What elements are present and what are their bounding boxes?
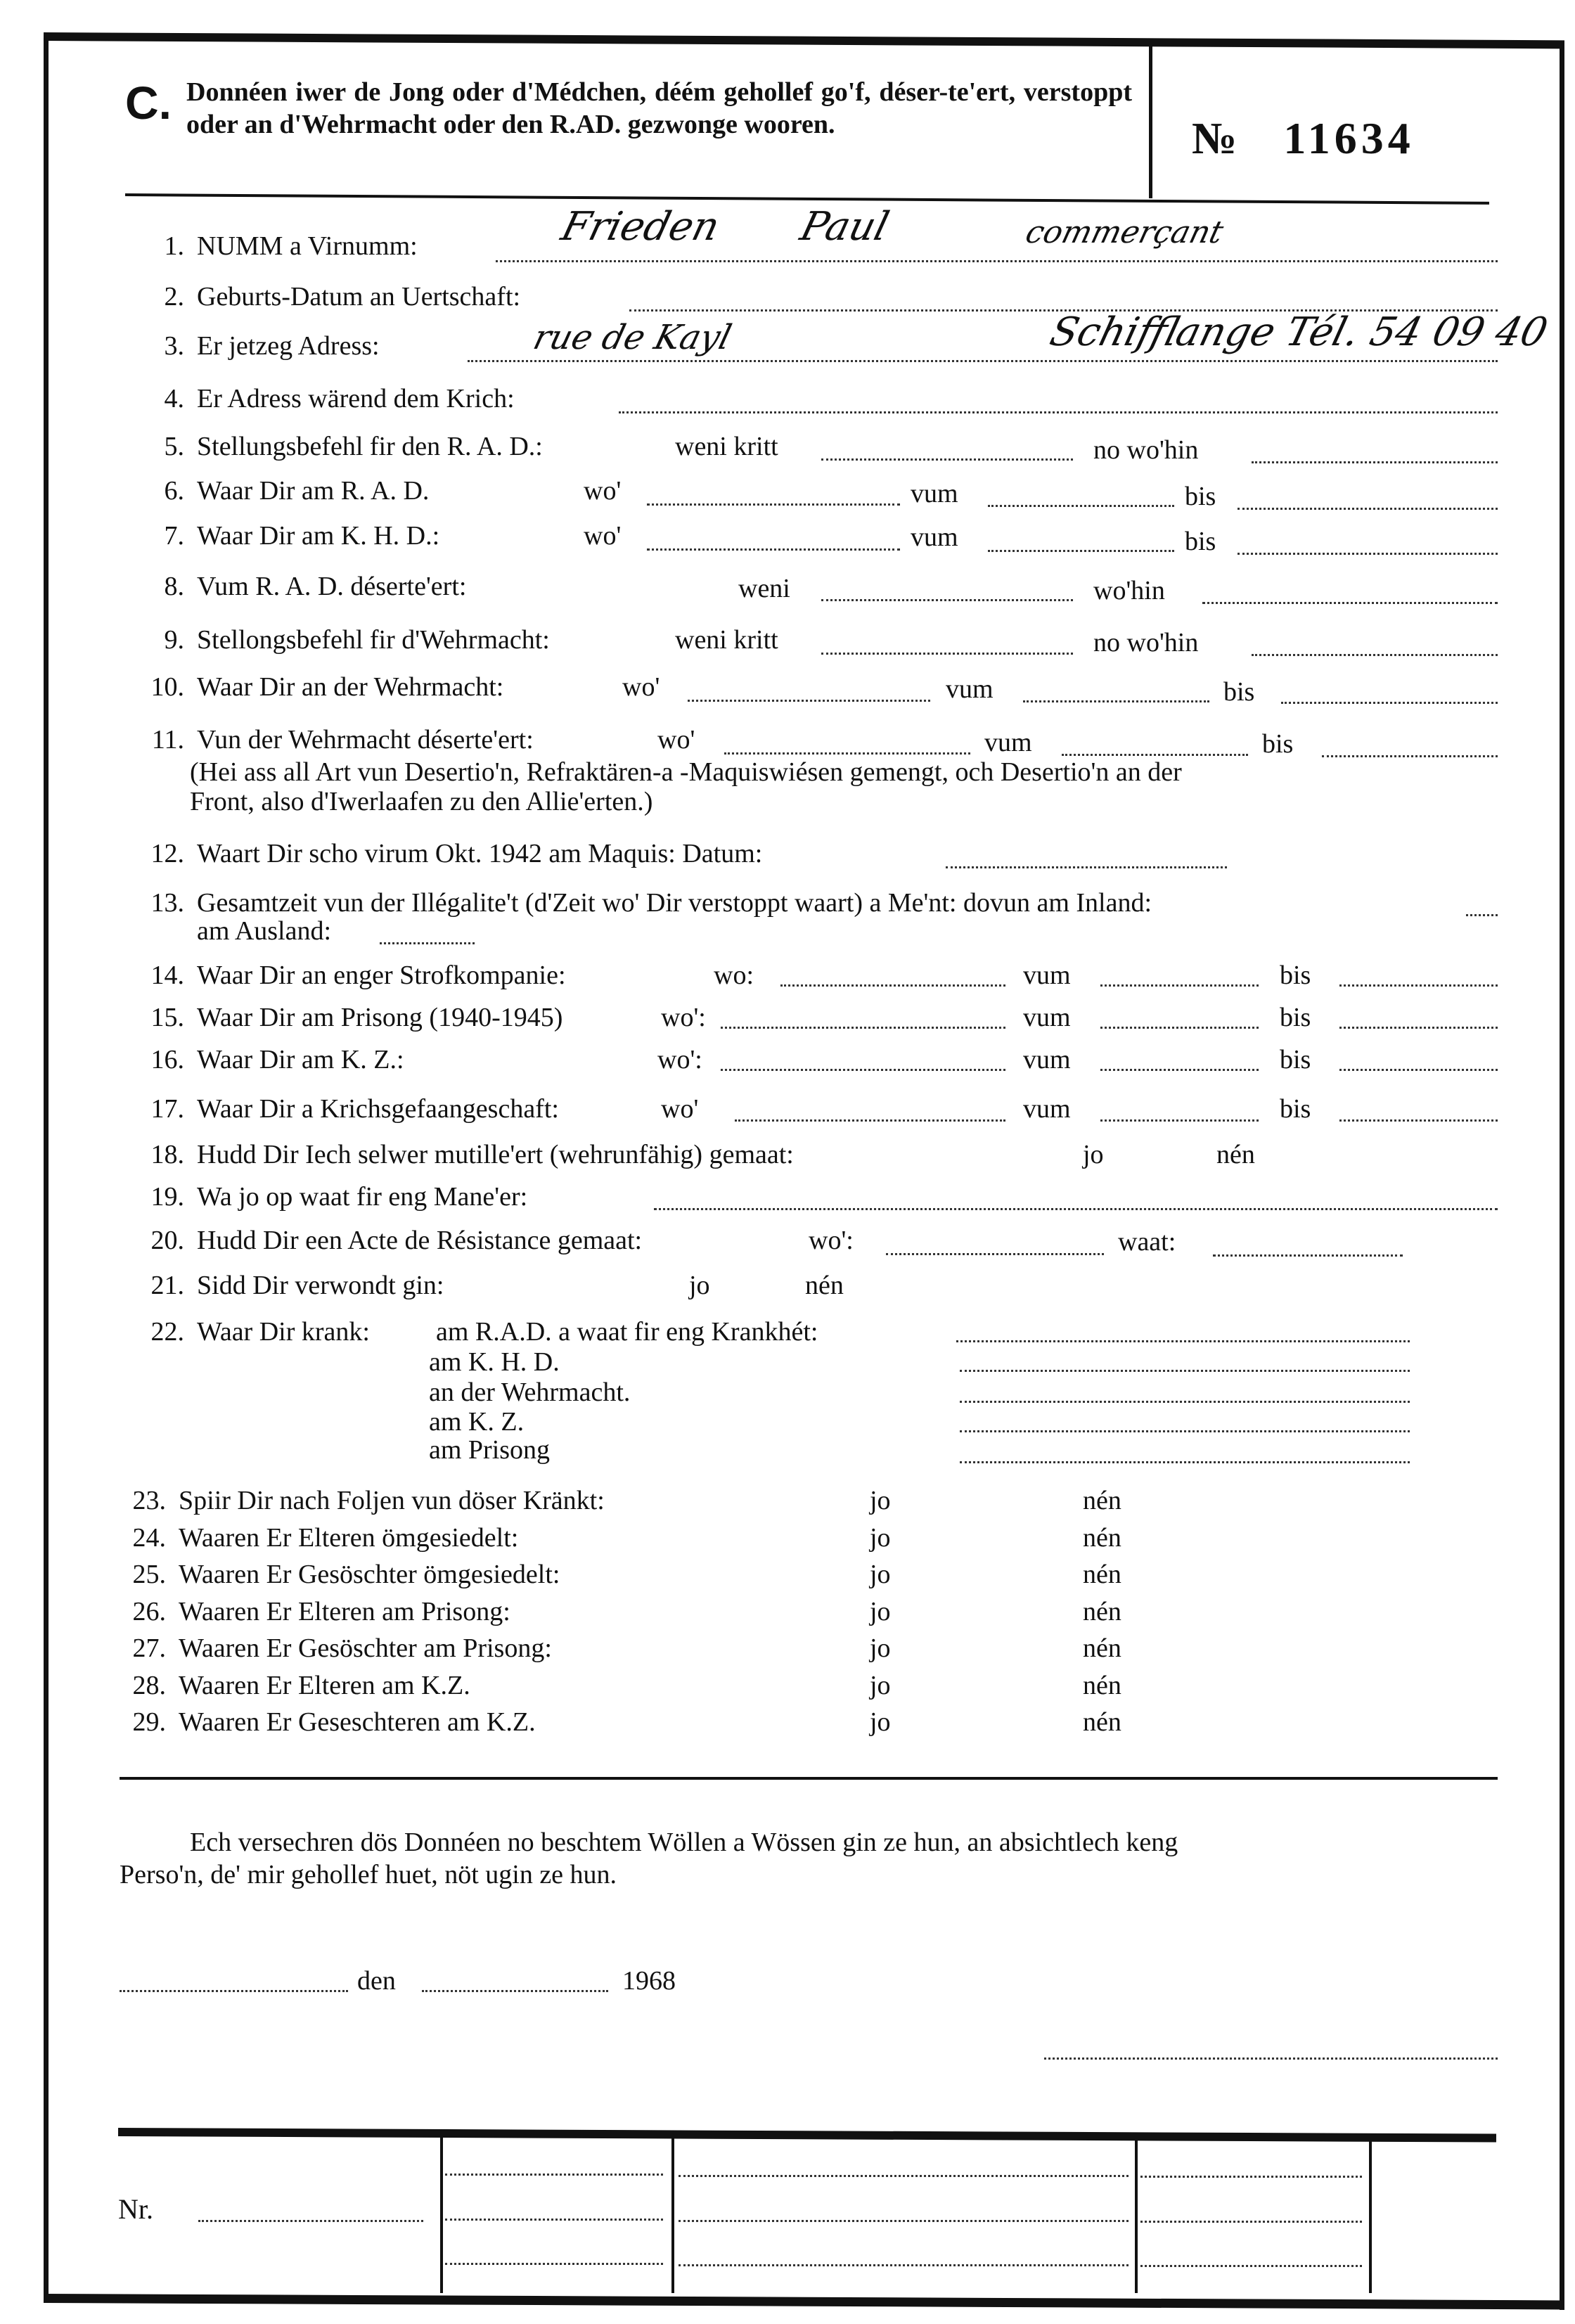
option-nen[interactable]: nén	[1083, 1597, 1121, 1626]
section-divider	[120, 1777, 1498, 1780]
question-label: Spiir Dir nach Foljen vun döser Kränkt:	[179, 1486, 605, 1515]
registry-cell-2-3[interactable]	[679, 2264, 1129, 2266]
field-7-where-input[interactable]	[647, 548, 900, 551]
question-label: Waaren Er Gesöschter am Prisong:	[179, 1633, 552, 1663]
label-vum: vum	[984, 728, 1032, 757]
frame-top-border	[44, 32, 1564, 49]
field-15-from-input[interactable]	[1100, 1027, 1259, 1029]
field-14-to-input[interactable]	[1339, 984, 1498, 987]
option-jo[interactable]: jo	[689, 1271, 710, 1300]
option-jo[interactable]: jo	[870, 1633, 891, 1663]
field-17-from-input[interactable]	[1100, 1119, 1259, 1122]
sick-khd-label: am K. H. D.	[429, 1347, 560, 1377]
field-4-input[interactable]	[619, 411, 1498, 413]
option-jo[interactable]: jo	[1083, 1140, 1104, 1169]
field-21-wounded: 21. Sidd Dir verwondt gin:	[150, 1271, 444, 1300]
nr-input[interactable]	[198, 2220, 423, 2222]
yesno-question-29: 29. Waaren Er Geseschteren am K.Z.	[132, 1707, 536, 1737]
question-label: Waaren Er Elteren am Prisong:	[179, 1597, 510, 1626]
field-13-ausland-input[interactable]	[380, 942, 475, 944]
numero-sign: №	[1192, 113, 1242, 163]
field-11-where-input[interactable]	[724, 752, 970, 755]
registry-cell-3-1[interactable]	[1140, 2176, 1362, 2178]
label-vum: vum	[1023, 961, 1071, 990]
field-8-when-input[interactable]	[821, 599, 1073, 601]
registry-cell-3-2[interactable]	[1140, 2221, 1362, 2223]
field-10-to-input[interactable]	[1281, 702, 1498, 704]
option-nen[interactable]: nén	[1083, 1671, 1121, 1700]
year-label: 1968	[622, 1966, 676, 1996]
sick-prison-input[interactable]	[960, 1461, 1410, 1463]
form-title: Donnéen iwer de Jong oder d'Médchen, déém gehollef go'f, déser-te'ert, verstoppt oder an d'Wehrmacht oder den R.AD. gezwonge wooren.	[186, 77, 1132, 139]
sick-kz-input[interactable]	[960, 1430, 1410, 1432]
label-vum: vum	[911, 522, 958, 552]
field-15-to-input[interactable]	[1339, 1027, 1498, 1029]
label-vum: vum	[911, 479, 958, 508]
label-wo: wo':	[661, 1003, 706, 1032]
sick-wehrmacht-label: an der Wehrmacht.	[429, 1378, 631, 1407]
registry-table-top	[118, 2128, 1496, 2143]
yesno-question-24: 24. Waaren Er Elteren ömgesiedelt:	[132, 1523, 519, 1553]
field-7-from-input[interactable]	[988, 550, 1174, 552]
frame-bottom-border	[44, 2294, 1564, 2309]
field-1-name: 1. NUMM a Virnumm:	[164, 231, 418, 261]
label-vum: vum	[946, 674, 994, 704]
declaration-line-2: Perso'n, de' mir gehollef huet, nöt ugin ze hun.	[120, 1860, 617, 1889]
label-wo: wo':	[657, 1045, 702, 1074]
field-20-where-input[interactable]	[886, 1253, 1104, 1255]
form-number-value: 11634	[1283, 113, 1415, 163]
field-20-what-input[interactable]	[1213, 1254, 1403, 1257]
field-19-input[interactable]	[654, 1208, 1498, 1210]
option-jo[interactable]: jo	[870, 1671, 891, 1700]
option-jo[interactable]: jo	[870, 1523, 891, 1553]
label-bis: bis	[1280, 1003, 1311, 1032]
field-4-war-address: 4. Er Adress wärend dem Krich:	[164, 384, 515, 413]
yesno-question-23: 23. Spiir Dir nach Foljen vun döser Kränkt:	[132, 1486, 605, 1515]
field-14-from-input[interactable]	[1100, 984, 1259, 987]
field-11-note-line2: Front, also d'Iwerlaafen zu den Allie'erten.)	[190, 787, 653, 816]
field-9-wehrmacht-order: 9. Stellongsbefehl fir d'Wehrmacht:	[164, 625, 550, 655]
field-14-penal-company: 14. Waar Dir an enger Strofkompanie:	[150, 961, 566, 990]
label-wo: wo:	[714, 961, 754, 990]
label-wo: wo'	[584, 476, 622, 506]
field-6-to-input[interactable]	[1238, 508, 1498, 510]
question-label: Waaren Er Elteren am K.Z.	[179, 1671, 470, 1700]
declaration-line-1: Ech versechren dös Donnéen no beschtem Wöllen a Wössen gin ze hun, an absichtlech keng	[190, 1828, 1178, 1857]
field-16-to-input[interactable]	[1339, 1069, 1498, 1071]
field-10-from-input[interactable]	[1023, 700, 1209, 702]
label-wo: wo'	[657, 725, 695, 755]
field-6-rad: 6. Waar Dir am R. A. D.	[164, 476, 430, 506]
field-15-prison: 15. Waar Dir am Prisong (1940-1945)	[150, 1003, 563, 1032]
field-5-rad-order: 5. Stellungsbefehl fir den R. A. D.:	[164, 432, 543, 461]
option-nen[interactable]: nén	[805, 1271, 844, 1300]
nr-label: Nr.	[118, 2193, 153, 2225]
question-label: Waaren Er Geseschteren am K.Z.	[179, 1707, 536, 1737]
label-den: den	[357, 1966, 396, 1996]
sick-prison-label: am Prisong	[429, 1435, 551, 1465]
section-letter: C.	[125, 77, 172, 129]
field-13-illegality: 13. Gesamtzeit vun der Illégalite't (d'Zeit wo' Dir verstoppt waart) a Me'nt: dovun am Inland:	[150, 888, 1152, 918]
field-7-to-input[interactable]	[1238, 553, 1498, 555]
question-label: Waaren Er Gesöschter ömgesiedelt:	[179, 1560, 560, 1589]
field-20-resistance: 20. Hudd Dir een Acte de Résistance gemaat:	[150, 1226, 643, 1255]
field-8-rad-deserted: 8. Vum R. A. D. déserte'ert:	[164, 572, 467, 601]
handwritten-firstname: Paul	[795, 204, 894, 250]
header-rule	[125, 193, 1489, 205]
field-14-where-input[interactable]	[780, 984, 1005, 987]
option-nen[interactable]: nén	[1083, 1560, 1121, 1589]
signature-input[interactable]	[1044, 2057, 1498, 2060]
yesno-question-26: 26. Waaren Er Elteren am Prisong:	[132, 1597, 510, 1626]
field-19-manner: 19. Wa jo op waat fir eng Mane'er:	[150, 1182, 528, 1212]
option-nen[interactable]: nén	[1216, 1140, 1255, 1169]
registry-col-divider-1	[440, 2135, 443, 2293]
field-17-to-input[interactable]	[1339, 1119, 1498, 1122]
field-12-date-input[interactable]	[946, 866, 1227, 868]
label-no-wohin: no wo'hin	[1093, 435, 1199, 465]
label-vum: vum	[1023, 1045, 1071, 1074]
form-number	[1192, 113, 1415, 165]
field-16-from-input[interactable]	[1100, 1069, 1259, 1071]
field-6-from-input[interactable]	[988, 505, 1174, 507]
registry-cell-2-1[interactable]	[679, 2175, 1129, 2177]
registry-cell-1-2[interactable]	[445, 2219, 663, 2221]
sick-wehrmacht-input[interactable]	[960, 1401, 1410, 1403]
label-wo: wo'	[661, 1094, 699, 1124]
yesno-question-28: 28. Waaren Er Elteren am K.Z.	[132, 1671, 470, 1700]
registry-cell-1-3[interactable]	[445, 2263, 663, 2265]
yesno-question-25: 25. Waaren Er Gesöschter ömgesiedelt:	[132, 1560, 560, 1589]
registry-cell-1-1[interactable]	[445, 2174, 663, 2176]
label-bis: bis	[1280, 961, 1311, 990]
question-label: Waaren Er Elteren ömgesiedelt:	[179, 1523, 519, 1553]
label-no-wohin: no wo'hin	[1093, 628, 1199, 657]
registry-col-divider-2	[671, 2135, 674, 2293]
field-9-when-input[interactable]	[821, 653, 1073, 655]
handwritten-profession: commerçant	[1022, 214, 1227, 250]
handwritten-surname: Frieden	[556, 204, 724, 250]
field-10-where-input[interactable]	[688, 700, 930, 702]
place-input[interactable]	[120, 1990, 348, 1992]
field-label: NUMM a Virnumm:	[197, 231, 418, 261]
label-wo: wo'	[584, 521, 622, 551]
field-3-address: 3. Er jetzeg Adress:	[164, 331, 380, 361]
field-11-from-input[interactable]	[1062, 754, 1248, 756]
label-bis: bis	[1262, 729, 1294, 759]
field-6-where-input[interactable]	[647, 503, 900, 506]
handwritten-town: Schifflange Tél. 54 09 40	[1045, 309, 1552, 355]
option-jo[interactable]: jo	[870, 1560, 891, 1589]
field-9-where-input[interactable]	[1252, 654, 1498, 656]
handwritten-street: rue de Kayl	[529, 318, 735, 357]
field-7-khd: 7. Waar Dir am K. H. D.:	[164, 521, 440, 551]
field-12-maquis: 12. Waart Dir scho virum Okt. 1942 am Maquis: Datum:	[150, 839, 763, 868]
field-18-self-mutilation: 18. Hudd Dir Iech selwer mutille'ert (wehrunfähig) gemaat:	[150, 1140, 794, 1169]
field-17-where-input[interactable]	[735, 1119, 1005, 1122]
label-bis: bis	[1280, 1045, 1311, 1074]
label-bis: bis	[1185, 482, 1216, 511]
field-10-wehrmacht: 10. Waar Dir an der Wehrmacht:	[150, 672, 504, 702]
label-wo: wo':	[809, 1226, 854, 1255]
label-bis: bis	[1185, 527, 1216, 556]
field-15-where-input[interactable]	[721, 1027, 1005, 1029]
field-2-birth: 2. Geburts-Datum an Uertschaft:	[164, 282, 521, 312]
field-13-ausland-label: am Ausland:	[197, 916, 332, 946]
field-11-wehrmacht-deserted: 11. Vun der Wehrmacht déserte'ert:	[151, 725, 534, 755]
option-nen[interactable]: nén	[1083, 1523, 1121, 1553]
registry-cell-3-3[interactable]	[1140, 2265, 1362, 2267]
field-11-note-line1: (Hei ass all Art vun Desertio'n, Refraktären-a -Maquiswiésen gemengt, och Desertio'n an der	[190, 757, 1182, 787]
sick-khd-input[interactable]	[960, 1370, 1410, 1372]
field-16-kz: 16. Waar Dir am K. Z.:	[150, 1045, 404, 1074]
field-13-inland-input[interactable]	[1466, 914, 1498, 916]
label-vum: vum	[1023, 1094, 1071, 1124]
date-input[interactable]	[422, 1990, 608, 1992]
field-1-input[interactable]	[496, 260, 1498, 262]
yesno-question-27: 27. Waaren Er Gesöschter am Prisong:	[132, 1633, 552, 1663]
field-5-where-input[interactable]	[1252, 461, 1498, 463]
field-5-when-input[interactable]	[821, 458, 1073, 461]
registry-col-divider-3	[1135, 2135, 1138, 2293]
field-17-pow: 17. Waar Dir a Krichsgefaangeschaft:	[150, 1094, 559, 1124]
label-wo: wo'	[622, 672, 660, 702]
sick-rad-input[interactable]	[956, 1340, 1410, 1342]
label-datum: Datum:	[682, 839, 763, 868]
label-weni-kritt: weni kritt	[675, 432, 778, 461]
option-nen[interactable]: nén	[1083, 1633, 1121, 1663]
field-3-input[interactable]	[468, 360, 1498, 362]
field-8-where-input[interactable]	[1202, 602, 1498, 604]
label-bis: bis	[1223, 677, 1255, 707]
label-waat: waat:	[1118, 1227, 1176, 1257]
field-22-sick: 22. Waar Dir krank:	[150, 1317, 370, 1347]
option-nen[interactable]: nén	[1083, 1707, 1121, 1737]
option-nen[interactable]: nén	[1083, 1486, 1121, 1515]
header-divider	[1149, 46, 1152, 198]
sick-rad-label: am R.A.D. a waat fir eng Krankhét:	[436, 1317, 818, 1347]
field-16-where-input[interactable]	[721, 1069, 1005, 1071]
option-jo[interactable]: jo	[870, 1486, 891, 1515]
label-wohin: wo'hin	[1093, 576, 1165, 605]
option-jo[interactable]: jo	[870, 1597, 891, 1626]
label-vum: vum	[1023, 1003, 1071, 1032]
registry-cell-2-2[interactable]	[679, 2220, 1129, 2222]
option-jo[interactable]: jo	[870, 1707, 891, 1737]
registry-col-divider-4	[1369, 2135, 1372, 2293]
frame-left-border	[44, 37, 49, 2302]
label-weni-kritt: weni kritt	[675, 625, 778, 655]
sick-kz-label: am K. Z.	[429, 1407, 525, 1437]
label-weni: weni	[738, 574, 790, 603]
label-bis: bis	[1280, 1094, 1311, 1124]
frame-right-border	[1560, 42, 1564, 2310]
